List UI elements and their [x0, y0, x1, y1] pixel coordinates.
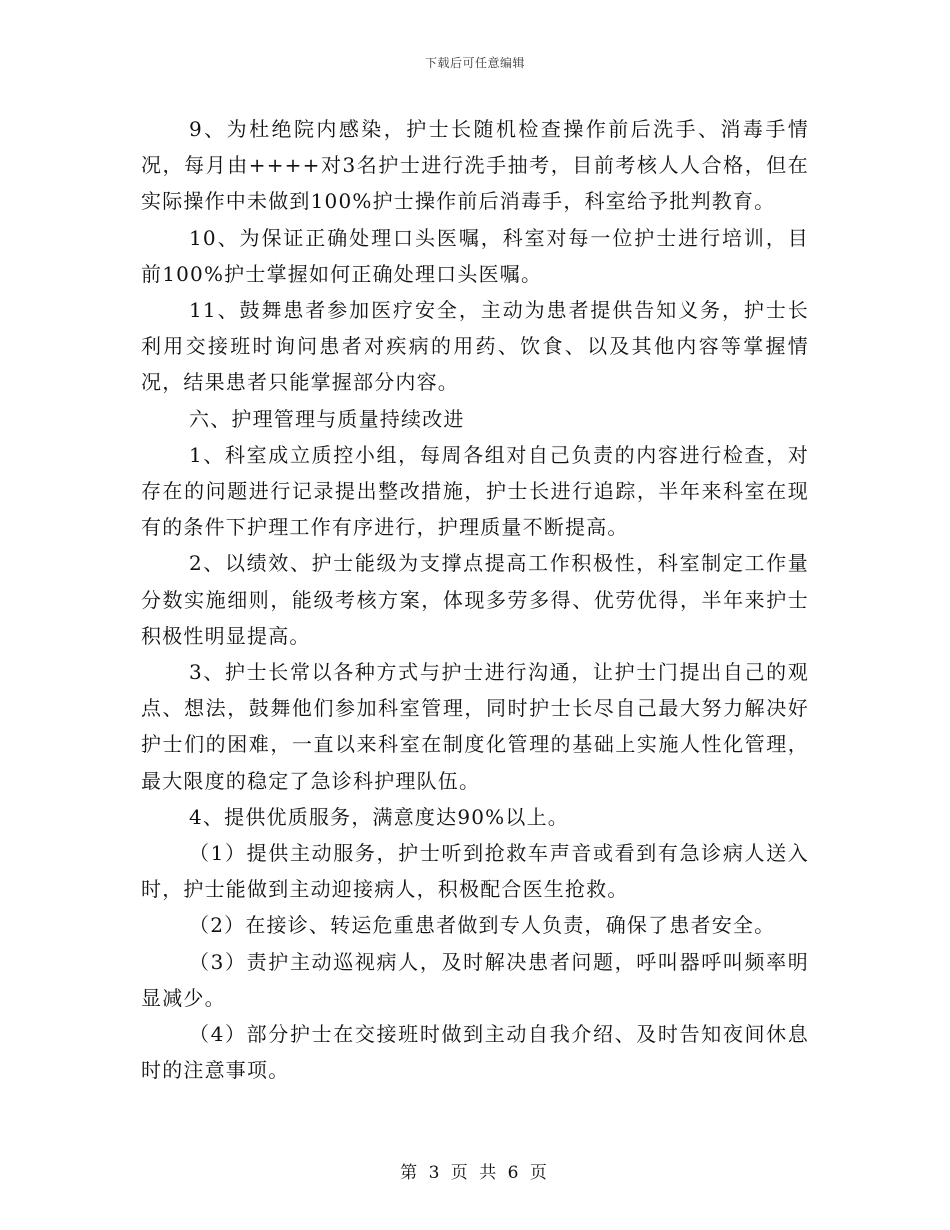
paragraph-3: 3、护士长常以各种方式与护士进行沟通，让护士门提出自己的观点、想法，鼓舞他们参加科室管理，同时护士长尽自己最大努力解决好护士们的困难，一直以来科室在制度化管理的基础上实施人性化管理，最大限度的稳定了急诊科护理队伍。: [141, 660, 809, 793]
sub-item-3: （3）责护主动巡视病人，及时解决患者问题，呼叫器呼叫频率明显减少。: [141, 949, 809, 1010]
paragraph-11: 11、鼓舞患者参加医疗安全，主动为患者提供告知义务，护士长利用交接班时询问患者对疾病的用药、饮食、以及其他内容等掌握情况，结果患者只能掌握部分内容。: [141, 298, 809, 395]
section-heading-6: 六、护理管理与质量持续改进: [189, 406, 465, 431]
page-number: 第 3 页 共 6 页: [400, 1163, 550, 1183]
sub-item-4: （4）部分护士在交接班时做到主动自我介绍、及时告知夜间休息时的注意事项。: [141, 1022, 809, 1083]
paragraph-2: 2、以绩效、护士能级为支撑点提高工作积极性，科室制定工作量分数实施细则，能级考核方案，体现多劳多得、优劳优得，半年来护士积极性明显提高。: [141, 551, 809, 648]
sub-item-2: （2）在接诊、转运危重患者做到专人负责，确保了患者安全。: [189, 913, 776, 938]
page-header: 下载后可任意编辑: [424, 56, 525, 70]
paragraph-4: 4、提供优质服务，满意度达90%以上。: [189, 804, 569, 829]
paragraph-1: 1、科室成立质控小组，每周各组对自己负责的内容进行检查，对存在的问题进行记录提出整改措施，护士长进行追踪，半年来科室在现有的条件下护理工作有序进行，护理质量不断提高。: [141, 442, 809, 540]
paragraph-10: 10、为保证正确处理口头医嘱，科室对每一位护士进行培训，目前100%护士掌握如何正确处理口头医嘱。: [141, 225, 809, 286]
sub-item-1: （1）提供主动服务，护士听到抢救车声音或看到有急诊病人送入时，护士能做到主动迎接病人，积极配合医生抢救。: [141, 841, 809, 902]
paragraph-9: 9、为杜绝院内感染，护士长随机检查操作前后洗手、消毒手情况，每月由++++对3名护士进行洗手抽考，目前考核人人合格，但在实际操作中未做到100%护士操作前后消毒手，科室给予批判教育。: [141, 117, 809, 214]
document-body: [141, 111, 809, 1088]
